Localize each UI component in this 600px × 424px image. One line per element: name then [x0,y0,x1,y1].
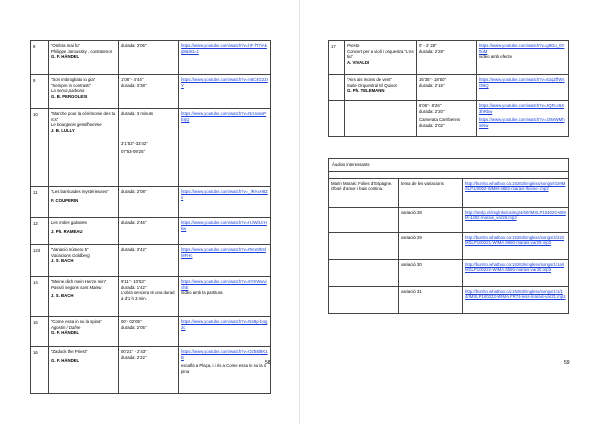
row-number: 123 [31,245,49,277]
row-number [329,101,345,137]
duration-cell: 00’- 02’05’’ durada: 2’05’’ [119,317,179,347]
link-cell [463,259,569,286]
composer-name: G. F. HÄNDEL [51,357,80,363]
audio-link[interactable]: http://burrito.whatbox.ca:15263/imgkiss/songs/1/1/14/IMSLP100223-WIMA.FR74-kiss-marais-var31.mp3 [465,288,566,300]
youtube-link[interactable]: https://www.youtube.com/watch?v=1hMWMhwNw [479,117,565,129]
link-cell [463,286,569,313]
work-cell: “Meine dich mein Herze rein” Passió segons sant Mateu J. S. BACH [49,277,119,317]
work-cell: “Airs ais moins de vent” Suite Orquestral El Quixot G. Ph. TELEMANN [345,75,417,101]
row-number: 17 [329,41,345,75]
audio-link[interactable]: http://imslp.nl/imglnks/usimg/4/60/IMSLP104020-WMM-4482-marais_var28.mp3 [465,209,566,221]
label-cell: variació 28 [399,207,463,232]
duration-cell: durada: 2’45’’ [119,218,179,245]
youtube-link[interactable]: https://www.youtube.com/watch?v=hF-fT7iAkq8&list=1 [181,43,267,54]
youtube-link[interactable]: https://www.youtube.com/watch?v=6YKWwvichE [181,279,267,290]
duration-cell: 1’06’’- 4’44’’ durada: 3’38’’ [119,75,179,109]
link-cell [179,218,271,245]
left-works-table [30,40,271,394]
table-row [31,347,271,394]
row-number: 16 [31,347,49,394]
link-cell [463,232,569,259]
duration-cell: 00’21’’ - 2’43’’ durada: 2’22’’ [119,347,179,394]
work-cell: Presto Concert per a violí i orquestra “L’estiu” A. VIVALDI [345,41,417,75]
link-cell: https://www.youtube.com/watch?v=OzB5l8K1B escalfa a Plaça, i i és a Come essa in su la spina [179,347,271,394]
description-cell [329,286,399,313]
youtube-link[interactable]: https://www.youtube.com/watch?v=HJWl1rrHkw [181,220,267,231]
youtube-link[interactable]: https://www.youtube.com/watch?v=JQFLc5X3hRbw [479,103,565,114]
link-cell [179,245,271,277]
composer-name: J. Ph. RAMEAU [51,228,83,234]
composer-name: J. S. BACH [51,293,74,299]
link-cell [179,41,271,75]
composer-name: F. COUPERIN [51,197,79,203]
row-number: 9 [31,75,49,109]
table-row [329,232,569,259]
link-cell [179,75,271,109]
composer-name: J. B. LULLY [51,128,75,134]
row-number: 15 [31,317,49,347]
youtube-link[interactable]: https://www.youtube.com/watch?v=g8Gu_0Y0uM [479,43,565,54]
audios-header-row [329,159,569,172]
row-number: 12 [31,218,49,245]
table-row [31,75,271,109]
row-number: 11 [31,187,49,218]
spacer-row [329,171,569,178]
row-number: 14 [31,277,49,317]
table-row [329,41,569,75]
page-number-right: 59 [564,360,570,366]
duration-cell: 16’35’’- 18’50’’ durada: 2’15’’ [417,75,477,101]
table-row [31,277,271,317]
link-cell [477,101,569,137]
link-cell [179,187,271,218]
table-row [31,109,271,187]
row-number [329,75,345,101]
duration-cell: durada: 2’08’’ [119,187,179,218]
label-cell: tema de les variacions [399,178,463,207]
row-number: 8 [31,41,49,75]
right-works-table [328,40,569,137]
audio-link[interactable]: http://burrito.whatbox.ca:15263/imgkiss/songs/1/1a/IMSLP100222-WIMA.6550-marais-var30.mp3 [465,261,565,273]
table-row [31,218,271,245]
table-row [31,245,271,277]
work-cell: “Zadock the Priest” G. F. HÄNDEL [49,347,119,394]
youtube-link[interactable]: https://www.youtube.com/watch?v=62qZffWsOBQ [479,77,565,88]
youtube-link[interactable]: https://www.youtube.com/watch?v=_lRAxH8Zs [181,189,268,200]
duration-cell: 9’11’’- 10’53’’ durada: 1’42’’ L’obra sencera té una durada d’1 h 3 min. [119,277,179,317]
composer-name: G. F. HÄNDEL [51,330,80,336]
label-cell: variació 29 [399,232,463,259]
label-cell: variació 30 [399,259,463,286]
row-number: 10 [31,109,49,187]
page-number-left: 58 [265,360,271,366]
table-row [329,75,569,101]
youtube-link[interactable]: https://www.youtube.com/watch?v=OzB5l8K1B [181,349,268,360]
table-row [31,187,271,218]
description-cell [329,232,399,259]
work-cell: “Come essa in su la spina” Agostin / Dafne G. F. HÄNDEL [49,317,119,347]
youtube-link[interactable]: https://www.youtube.com/watch?v=NsBp-b4g2c [181,319,268,330]
description-cell [329,207,399,232]
link-cell: https://www.youtube.com/watch?v=6YKWwvichE vídeo amb la partitura [179,277,271,317]
description-cell [329,259,399,286]
work-cell: “Les barricades mystérieuses” F. COUPERIN [49,187,119,218]
table-row [329,207,569,232]
table-row [329,259,569,286]
label-cell: variació 31 [399,286,463,313]
composer-name: J. S. BACH [51,258,74,264]
youtube-link[interactable]: https://www.youtube.com/watch?v=RKxMh5fMFHc [181,247,266,258]
audios-header: Àudios interessants [329,159,569,172]
work-cell: “Marche pour la cérémonie des turcs” Le bourgeois gentilhomme J. B. LULLY [49,109,119,187]
link-cell [179,109,271,187]
table-row [31,317,271,347]
book-spine [299,0,300,424]
work-cell: “Ombra mai fu” Philippe Jaroussky , contratenor G. F. HÄNDEL [49,41,119,75]
work-cell [345,101,417,137]
link-cell [477,75,569,101]
link-cell: https://www.youtube.com/watch?v=g8Gu_0Y0uM vídeo amb efecte [477,41,569,75]
youtube-link[interactable]: https://www.youtube.com/watch?v=n6C4G22IY [181,77,268,88]
duration-cell: durada: 3’05’’ [119,41,179,75]
link-cell [463,178,569,207]
composer-name: A. VIVALDI [347,60,370,66]
composer-name: G. Ph. TELEMANN [347,88,385,94]
table-row [329,101,569,137]
audio-link[interactable]: http://burrito.whatbox.ca:15263/imgkiss/songs/01MMSLP1/0002-WMM-4882-marais-theme-.mp3 [465,180,566,192]
youtube-link[interactable]: https://www.youtube.com/watch?v=NrUxwsPEIjQ [181,111,267,122]
duration-cell: 0’ - 2’ 28’’ durada: 2’28’’ [417,41,477,75]
table-row [329,178,569,207]
duration-cell: 6’06’’- 8’26’’ durada: 2’20’’ Camerata Carribenns durada: 2’02’’ [417,101,477,137]
audio-link[interactable]: http://burrito.whatbox.ca:15263/imgkiss/songs/2/22/IMSLP100221-WIMA.6550-marais-var29.mp3 [465,234,565,246]
duration-cell: durada: 3 minuts 3’1’53’’-33’42’’ 07’53-09’25’’ [119,109,179,187]
work-cell: “Variació número 5” Variacions Goldberg J. S. BACH [49,245,119,277]
work-cell: Les Indes galantes J. Ph. RAMEAU [49,218,119,245]
description-cell: Marin Marais: Folies d’Espagne. Oboè d’amor i baix continu. [329,178,399,207]
work-cell: “Son imbrogliato io gia” “Sempre in contrasti” La serva padrona G. B. PERGOLESI [49,75,119,109]
composer-name: G. B. PERGOLESI [51,94,88,100]
link-cell [463,207,569,232]
table-row [329,286,569,313]
table-row [31,41,271,75]
duration-cell: durada: 3’42’’ [119,245,179,277]
link-cell [179,317,271,347]
composer-name: G. F. HÄNDEL [51,54,80,60]
audios-table [328,158,569,314]
